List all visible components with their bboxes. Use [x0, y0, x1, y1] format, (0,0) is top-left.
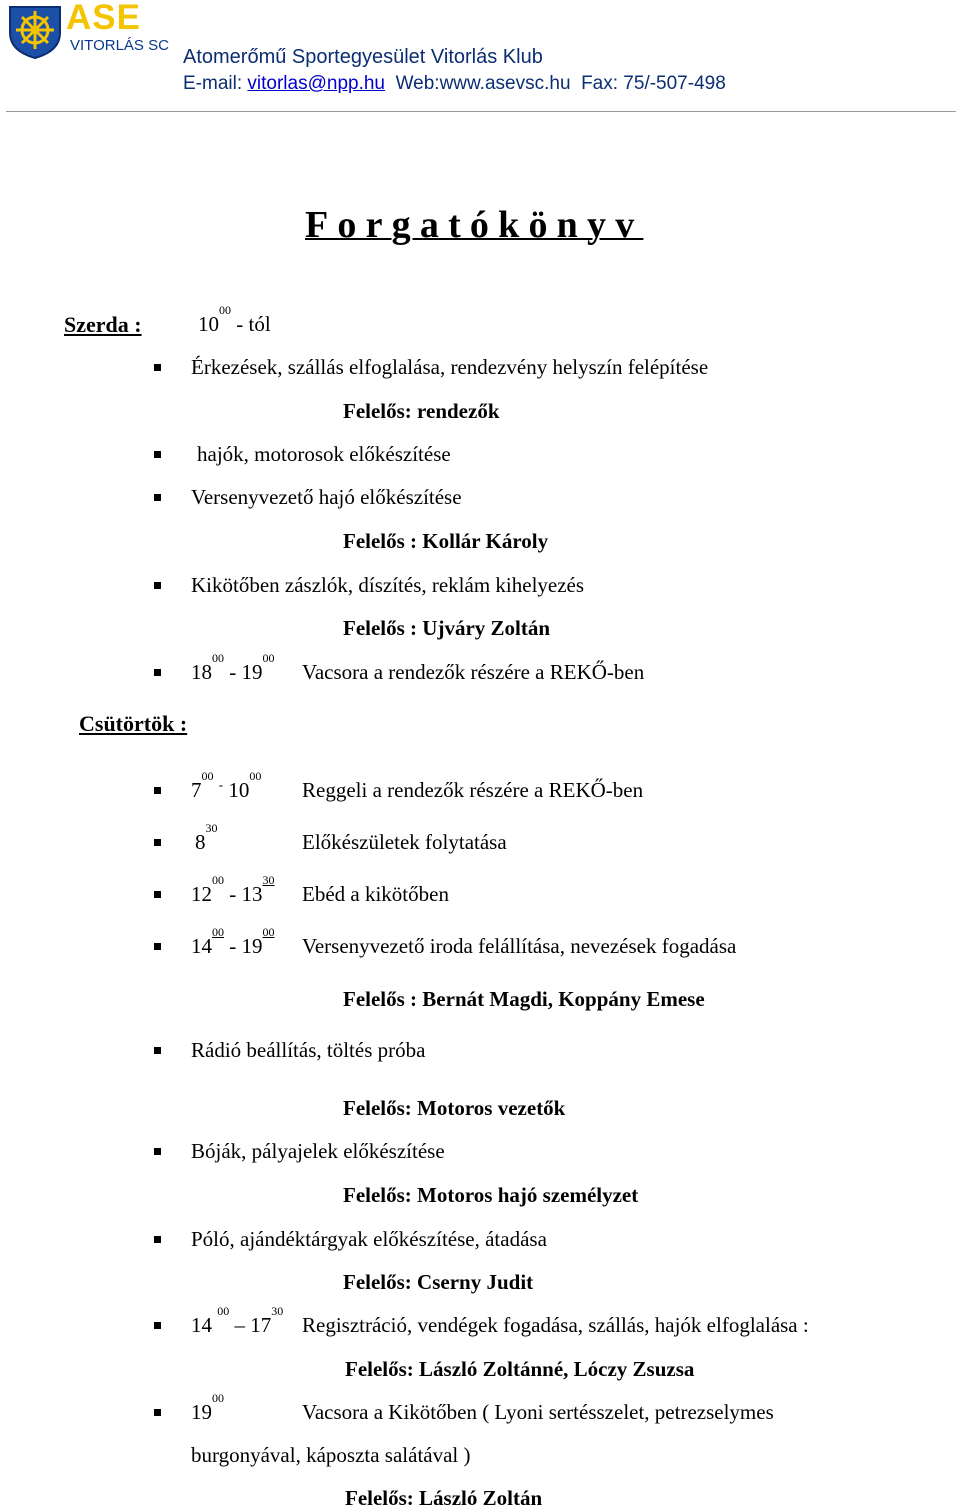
email-link[interactable]: vitorlas@npp.hu [247, 73, 385, 94]
bullet [154, 891, 161, 898]
responsible-line: Felelős: Motoros vezetők [343, 1096, 566, 1120]
schedule-item: hajók, motorosok előkészítése [197, 442, 451, 466]
contact-line [183, 73, 726, 95]
responsible-line: Felelős: rendezők [343, 399, 500, 423]
schedule-item: Előkészületek folytatása [302, 830, 507, 854]
web-address[interactable]: Web:www.asevsc.hu [395, 73, 571, 94]
bullet [154, 1047, 161, 1054]
time-range: $12^{00} - 13^{30}$ [191, 873, 275, 906]
bullet [154, 787, 161, 794]
responsible-line: Felelős : Ujváry Zoltán [343, 616, 551, 640]
bullet [154, 451, 161, 458]
responsible-line: Felelős: László Zoltánné, Lóczy Zsuzsa [345, 1357, 695, 1381]
club-name: Atomerőmű Sportegyesület Vitorlás Klub [183, 46, 543, 68]
responsible-line: Felelős: Cserny Judit [343, 1270, 534, 1294]
bullet [154, 1236, 161, 1243]
bullet [154, 1409, 161, 1416]
logo-wordmark: ASE [66, 0, 141, 37]
time-point: $8^{30}$ [195, 821, 218, 854]
logo-subtitle: VITORLÁS SC [70, 37, 169, 54]
responsible-line: Felelős : Kollár Károly [343, 529, 549, 553]
schedule-item: Versenyvezető iroda felállítása, nevezések fogadása [302, 934, 737, 958]
fax-number: Fax: 75/-507-498 [581, 73, 726, 94]
day-heading-wednesday: Szerda : [64, 312, 142, 337]
schedule-item: Érkezések, szállás elfoglalása, rendezvény helyszín felépítése [191, 355, 709, 379]
responsible-line: Felelős: Motoros hajó személyzet [343, 1183, 639, 1207]
schedule-item: Póló, ajándéktárgyak előkészítése, átadása [191, 1227, 547, 1251]
email-label: E-mail: [183, 73, 243, 94]
schedule-item: Regisztráció, vendégek fogadása, szállás, hajók elfoglalása : [302, 1313, 809, 1337]
document-title: Forgatókönyv [305, 204, 644, 246]
bullet [154, 364, 161, 371]
responsible-line: Felelős: László Zoltán [345, 1486, 543, 1510]
schedule-item: Vacsora a rendezők részére a REKŐ-ben [302, 660, 645, 684]
schedule-item-continuation: burgonyával, káposzta salátával ) [191, 1443, 471, 1467]
schedule-item: Ebéd a kikötőben [302, 882, 449, 906]
time-range: $14^{00} - 19^{00}$ [191, 925, 275, 958]
schedule-item: Versenyvezető hajó előkészítése [191, 485, 462, 509]
time-range: $7^{00}$ - $10^{00}$ [191, 769, 262, 802]
schedule-item: Rádió beállítás, töltés próba [191, 1038, 426, 1062]
responsible-line: Felelős : Bernát Magdi, Koppány Emese [343, 987, 705, 1011]
bullet [154, 943, 161, 950]
schedule-item: Reggeli a rendezők részére a REKŐ-ben [302, 778, 644, 802]
ship-wheel-icon [6, 3, 64, 59]
time-range: 14 $^{00} - 17^{30}$ [191, 1304, 284, 1337]
header-divider [6, 111, 956, 112]
schedule-item: Vacsora a Kikötőben ( Lyoni sertésszelet, petrezselymes [302, 1400, 774, 1424]
bullet [154, 669, 161, 676]
time-range: $18^{00} - 19^{00}$ [191, 651, 275, 684]
bullet [154, 582, 161, 589]
bullet [154, 1148, 161, 1155]
day-heading-thursday: Csütörtök : [79, 711, 188, 736]
schedule-item: Kikötőben zászlók, díszítés, reklám kihelyezés [191, 573, 585, 597]
time-point: $19^{00}$ [191, 1391, 224, 1424]
bullet [154, 839, 161, 846]
bullet [154, 494, 161, 501]
bullet [154, 1322, 161, 1329]
schedule-item: Bóják, pályajelek előkészítése [191, 1139, 445, 1163]
start-time: $10^{00}$ - tól [198, 303, 271, 336]
